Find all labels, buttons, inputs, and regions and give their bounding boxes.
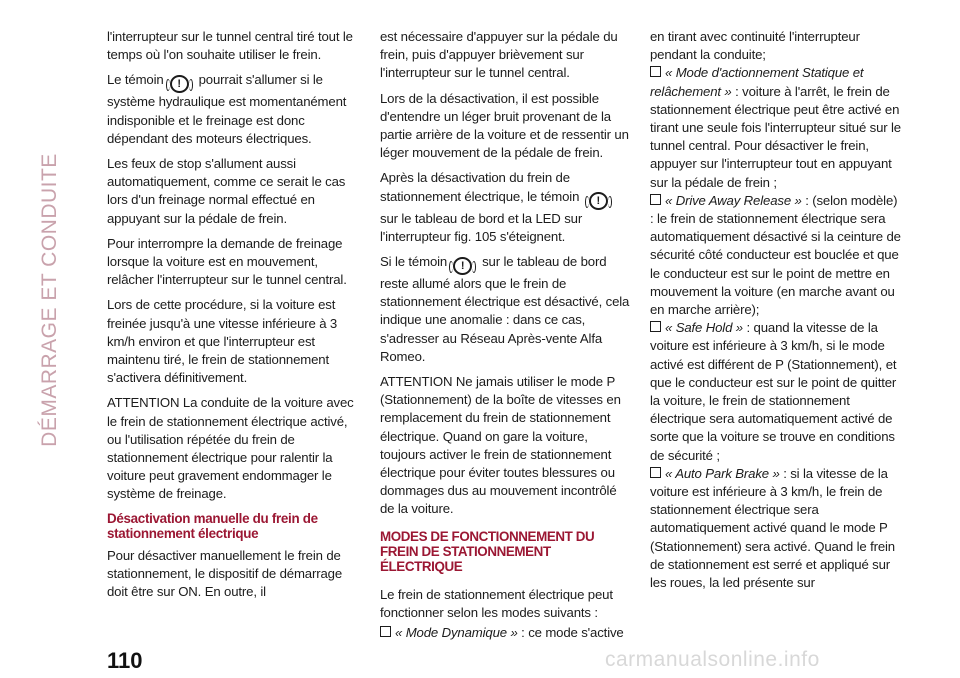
square-bullet-icon bbox=[650, 194, 661, 205]
list-item-text: : si la vitesse de la voiture est inférieure à 3 km/h, le frein de stationnement électrique sera automatiquement activé quand le mode P (Stationnement) sera activé. Quand le frein de stationnement est serré et appliqué sur les roues, la led présente sur bbox=[650, 465, 895, 591]
text-column-1 bbox=[107, 28, 359, 608]
paragraph: Les feux de stop s'allument aussi automatiquement, comme ce serait le cas lors d'un freinage normal effectué en appuyant sur la pédale de frein. bbox=[107, 156, 346, 226]
list-item-text: : voiture à l'arrêt, le frein de stationnement électrique peut être activé en tirant une seule fois l'interrupteur situé sur le tunnel central. Pour désactiver le frein, appuyer sur l'interrupteur tout en appuyant sur la pédale de frein ; bbox=[650, 83, 901, 190]
square-bullet-icon bbox=[650, 321, 661, 332]
mode-name: « Auto Park Brake » bbox=[665, 465, 780, 481]
paragraph: est nécessaire d'appuyer sur la pédale du frein, puis d'appuyer brièvement sur l'interrupteur sur le tunnel central. bbox=[380, 29, 618, 81]
paragraph-text: Le témoin bbox=[107, 72, 164, 88]
page-number: 110 bbox=[107, 648, 143, 673]
square-bullet-icon bbox=[650, 66, 661, 77]
paragraph: Pour interrompre la demande de freinage lorsque la voiture est en mouvement, relâcher l'interrupteur sur le tunnel central. bbox=[107, 235, 347, 288]
warning-paragraph: ATTENTION La conduite de la voiture avec le frein de stationnement électrique activé, ou l'utilisation répétée du frein de stationnement électrique pour ralentir la voiture peut gravement endommager le système de freinage. bbox=[107, 395, 354, 502]
section-heading: Désactivation manuelle du frein de stationnement électrique bbox=[107, 510, 318, 541]
brake-warning-icon: ! bbox=[583, 188, 618, 210]
list-item-text: : quand la vitesse de la voiture est inférieure à 3 km/h, si le mode activé est différent de P (Stationnement), et que le conducteur est sur le point de quitter la voiture, le frein de stationnement électrique sera automatiquement activé de sorte que la voiture se trouve en conditions de sécurité ; bbox=[650, 320, 897, 463]
paragraph: Le frein de stationnement électrique peut fonctionner selon les modes suivants : bbox=[380, 586, 613, 620]
list-item bbox=[650, 64, 902, 191]
mode-name: « Safe Hold » bbox=[665, 320, 743, 336]
paragraph: Pour désactiver manuellement le frein de stationnement, le dispositif de démarrage doit être sur ON. En outre, il bbox=[107, 547, 343, 600]
list-item bbox=[650, 192, 902, 319]
paragraph: en tirant avec continuité l'interrupteur pendant la conduite; bbox=[650, 29, 860, 63]
paragraph-text: sur le tableau de bord et la LED sur l'interrupteur fig. 105 s'éteignent. bbox=[380, 210, 583, 244]
brake-warning-icon: ! bbox=[447, 253, 482, 275]
list-item bbox=[650, 319, 902, 465]
list-item-text: : ce mode s'active bbox=[517, 625, 624, 641]
paragraph bbox=[380, 169, 632, 246]
list-item-text: : (selon modèle) : le frein de stationnement électrique sera automatiquement désactivé si la ceinture de sécurité côté conducteur est bouclée et que le conducteur est sur le point de mettre en mouvement la voiture (en marche avant ou en marche arrière); bbox=[650, 192, 901, 318]
paragraph-text: pourrait s'allumer si le système hydraulique est momentanément indisponible et le freinage est donc dépendant des moteurs électriques. bbox=[107, 72, 347, 146]
square-bullet-icon bbox=[380, 626, 391, 637]
mode-name: « Mode Dynamique » bbox=[395, 625, 518, 641]
paragraph-text: Après la désactivation du frein de stationnement électrique, le témoin bbox=[380, 170, 580, 204]
brake-warning-icon: ! bbox=[164, 71, 199, 93]
text-column-3 bbox=[650, 28, 902, 592]
paragraph: l'interrupteur sur le tunnel central tiré tout le temps où l'on souhaite utiliser le frein. bbox=[107, 29, 353, 63]
paragraph-text: sur le tableau de bord reste allumé alors que le frein de stationnement électrique est désactivé, cela indique une anomalie : dans ce cas, s'adresser au Réseau Après-vente Alfa Romeo. bbox=[380, 254, 630, 364]
paragraph: Lors de cette procédure, si la voiture est freinée jusqu'à une vitesse inférieure à 3 km/h environ et que l'interrupteur est maintenu tiré, le frein de stationnement s'activera définitivement. bbox=[107, 297, 338, 386]
paragraph bbox=[107, 71, 359, 148]
paragraph bbox=[380, 253, 632, 366]
watermark: carmanualsonline.info bbox=[605, 648, 820, 671]
list-item bbox=[380, 624, 632, 642]
text-column-2 bbox=[380, 28, 632, 649]
list-item bbox=[650, 465, 902, 592]
paragraph: Lors de la désactivation, il est possible d'entendre un léger bruit provenant de la partie arrière de la voiture et de ressentir un léger mouvement de la pédale de frein. bbox=[380, 90, 629, 161]
section-side-tab: DÉMARRAGE ET CONDUITE bbox=[38, 153, 61, 447]
section-title: MODES DE FONCTIONNEMENT DU FREIN DE STATIONNEMENT ÉLECTRIQUE bbox=[380, 528, 595, 574]
warning-paragraph: ATTENTION Ne jamais utiliser le mode P (Stationnement) de la boîte de vitesses en remplacement du frein de stationnement électrique. Quand on gare la voiture, toujours activer le frein de stationnement électrique pour éviter toutes blessures ou dommages dus au mouvement incontrôlé de la voiture. bbox=[380, 374, 621, 517]
mode-name: « Drive Away Release » bbox=[665, 192, 802, 208]
square-bullet-icon bbox=[650, 467, 661, 478]
mode-name: « Mode d'actionnement Statique et relâchement » bbox=[650, 65, 864, 99]
paragraph-text: Si le témoin bbox=[380, 254, 448, 270]
